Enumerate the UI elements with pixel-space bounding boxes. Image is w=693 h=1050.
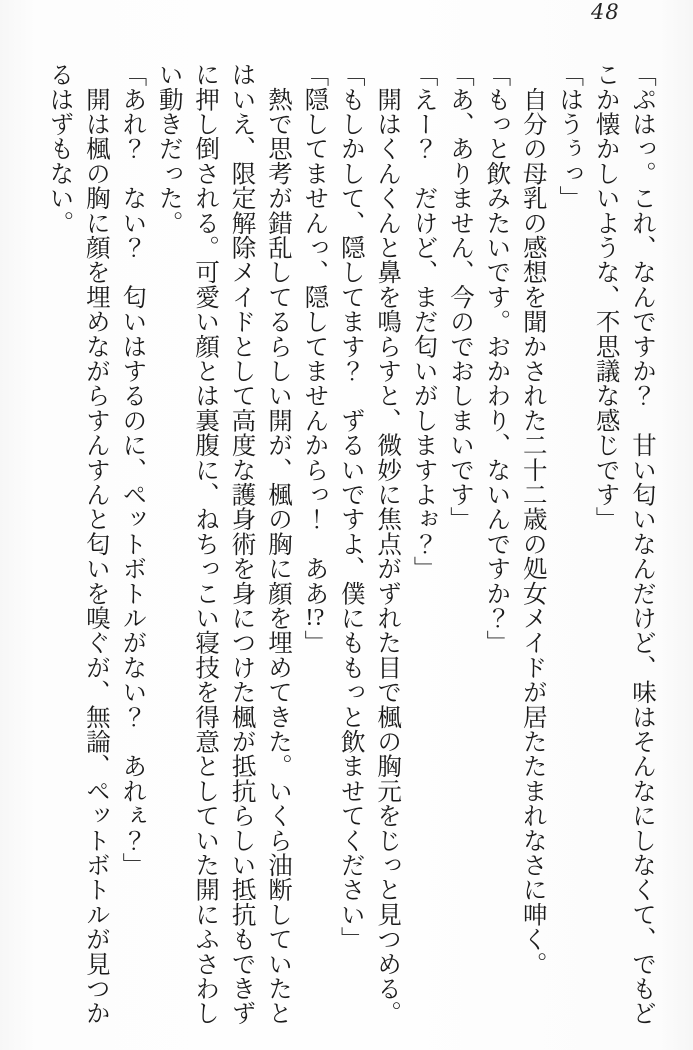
paragraph: 「もしかして、隠してます？ ずるいですよ、僕にももっと飲ませてください」	[337, 62, 365, 952]
paragraph: 開は楓の胸に顔を埋めながらすんすんと匂いを嗅ぐが、無論、ペットボトルが見つかるはずもない。	[46, 62, 110, 1026]
paragraph: 熱で思考が錯乱してるらしい開が、楓の胸に顔を埋めてきた。いくら油断していたとはいえ、限定解除メイドとして高度な護身術を身につけた楓が抵抗らしい抵抗もできずに押し倒される。可愛い顔とは裏腹に、ねちっこい寝技を得意としていた開にふさわしい動きだった。	[155, 62, 292, 1026]
paragraph: 「えー？ だけど、まだ匂いがしますよぉ？」	[410, 62, 438, 581]
page-number: 48	[591, 0, 620, 24]
paragraph: 「隠してませんっ、隠してませんからっ！ ああ!?」	[301, 62, 329, 655]
paragraph: 「ぷはっ。これ、なんですか？ 甘い匂いなんだけど、味はそんなにしなくて、でもどこか懐かしいような、不思議な感じです」	[592, 62, 656, 1026]
text-block	[41, 62, 660, 1027]
paragraph: 自分の母乳の感想を聞かされた二十二歳の処女メイドが居たたまれなさに呻く。	[519, 62, 547, 976]
exclamation-question-mark: !?	[305, 605, 325, 630]
paragraph: 開はくんくんと鼻を鳴らすと、微妙に焦点がずれた目で楓の胸元をじっと見つめる。	[374, 62, 402, 1026]
paragraph: 「もっと飲みたいです。おかわり、ないんですか？」	[483, 62, 511, 655]
paragraph: 「はうぅっ」	[556, 62, 584, 211]
paragraph: 「あれ？ ない？ 匂いはするのに、ペットボトルがない？ あれぇ？」	[119, 62, 147, 878]
paragraph: 「あ、ありません、今のでおしまいです」	[446, 62, 474, 532]
